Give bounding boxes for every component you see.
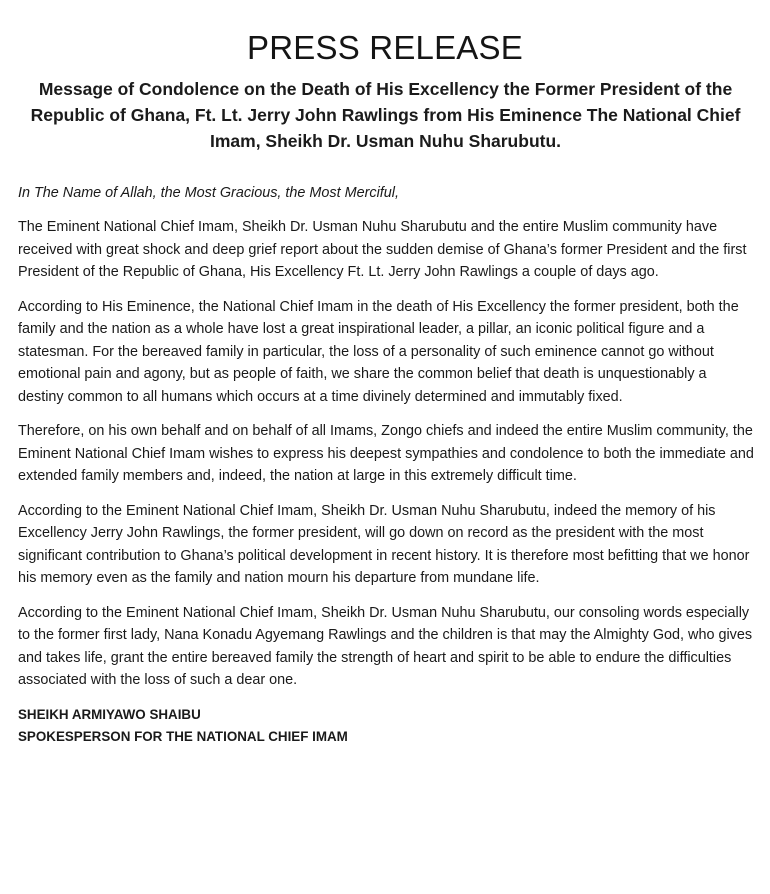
paragraph-5: According to the Eminent National Chief Imam, Sheikh Dr. Usman Nuhu Sharubutu, our consoling words especially to the former first lady, Nana Konadu Agyemang Rawlings and the children is that may the Almighty God, who gives and takes life, grant the entire bereaved family the strength of heart and spirit to be able to endure the difficulties associated with the loss of such a dear one.: [18, 604, 753, 688]
paragraph-4: According to the Eminent National Chief Imam, Sheikh Dr. Usman Nuhu Sharubutu, indeed the memory of his Excellency Jerry John Rawlings, the former president, will go down on record as the president with the most significant contribution to Ghana’s political development in recent history. It is therefore most befitting that we honor his memory even as the family and nation mourn his departure from mundane life.: [18, 502, 750, 586]
signatory-role: SPOKESPERSON FOR THE NATIONAL CHIEF IMAM: [18, 728, 348, 744]
paragraph-1: The Eminent National Chief Imam, Sheikh Dr. Usman Nuhu Sharubutu and the entire Muslim community have received with great shock and deep grief report about the sudden demise of Ghana’s former President and the first President of the Republic of Ghana, His Excellency Ft. Lt. Jerry John Rawlings a couple of days ago.: [18, 219, 747, 280]
signatory-name: SHEIKH ARMIYAWO SHAIBU: [18, 706, 201, 722]
document-subtitle: Message of Condolence on the Death of His Excellency the Former President of the Republic of Ghana, Ft. Lt. Jerry John Rawlings from His Eminence The National Chief Imam, Sheikh Dr. Usman Nuhu Sharubutu.: [30, 79, 741, 151]
paragraph-2: According to His Eminence, the National Chief Imam in the death of His Excellency the former president, both the family and the nation as a whole have lost a great inspirational leader, a pillar, an iconic political figure and a statesman. For the bereaved family in particular, the loss of a personality of such eminence cannot go without emotional pain and agony, but as people of faith, we share the common belief that death is unquestionably a destiny common to all humans which occurs at a time divinely determined and immutably fixed.: [18, 298, 739, 405]
document-title: PRESS RELEASE: [247, 29, 523, 66]
paragraph-3: Therefore, on his own behalf and on behalf of all Imams, Zongo chiefs and indeed the entire Muslim community, the Eminent National Chief Imam wishes to express his deepest sympathies and condolence to both the immediate and extended family members and, indeed, the nation at large in this extremely difficult time.: [18, 423, 754, 484]
salutation: In The Name of Allah, the Most Gracious, the Most Merciful,: [18, 185, 399, 201]
signature-block: [18, 704, 752, 748]
